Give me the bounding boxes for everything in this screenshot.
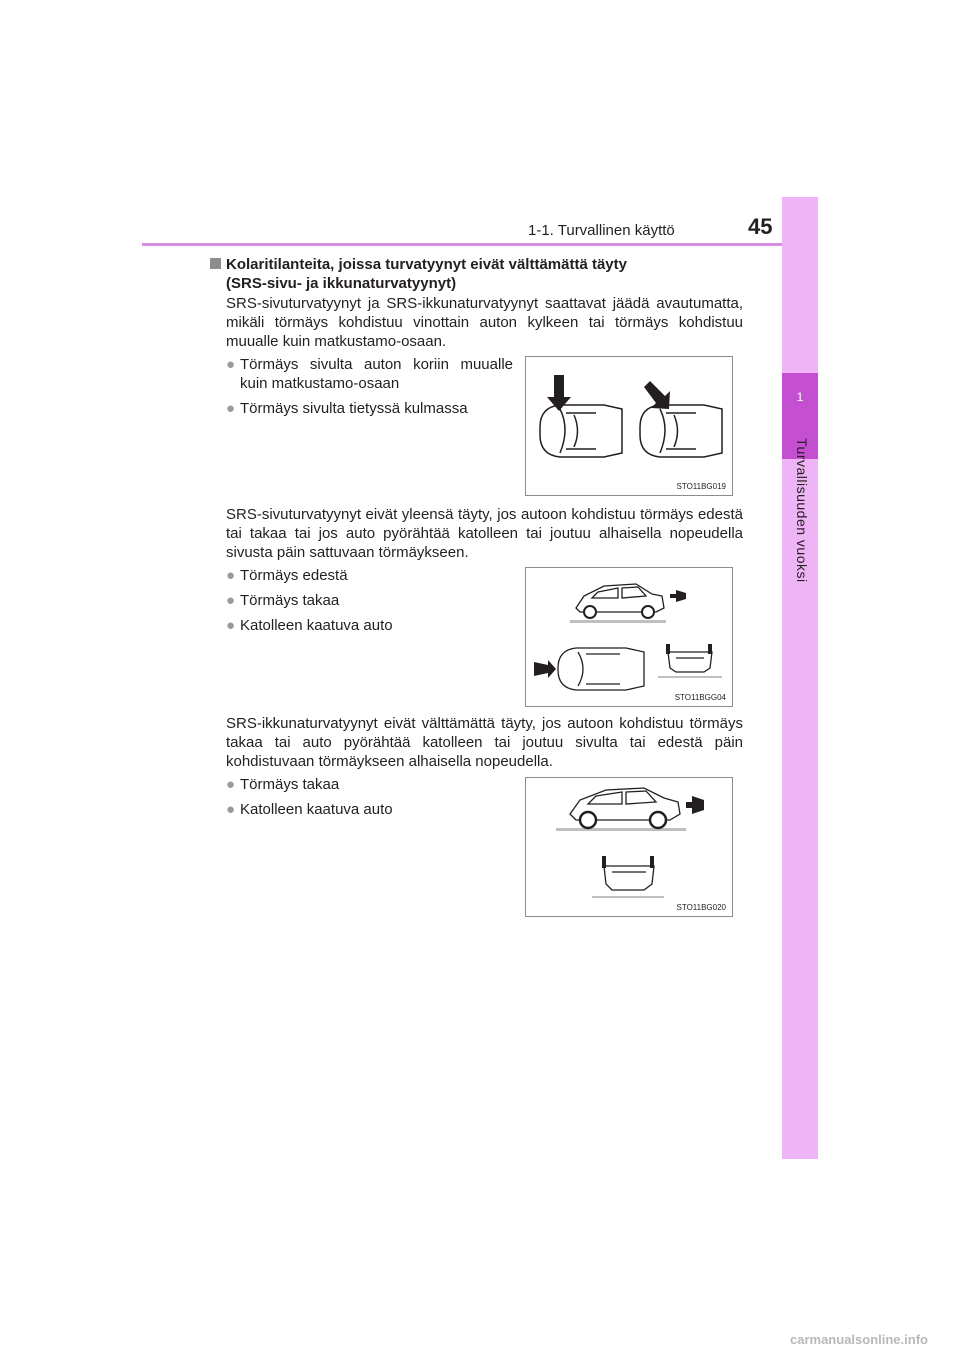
bullet-dot-icon: ●: [226, 400, 236, 417]
bullet-list-2: [226, 566, 516, 641]
chapter-tab: [782, 197, 818, 1159]
section-heading: Kolaritilanteita, joissa turvatyynyt eivät välttämättä täyty (SRS-sivu- ja ikkunaturvatyynyt): [210, 255, 740, 293]
figure-code: STO11BG020: [676, 903, 726, 912]
figure-side-impact: [525, 356, 733, 496]
side-impact-illustration: [526, 357, 732, 495]
list-item: ● Törmäys edestä: [226, 567, 348, 584]
square-bullet-icon: [210, 258, 221, 269]
list-item: ● Katolleen kaatuva auto: [226, 801, 393, 818]
bullet-list-3: [226, 775, 516, 825]
bullet-list-1: [226, 355, 513, 424]
chapter-label: Turvallisuuden vuoksi: [794, 438, 810, 583]
bullet-dot-icon: ●: [226, 356, 236, 373]
front-rear-rollover-illustration: [526, 568, 732, 706]
bullet-dot-icon: ●: [226, 801, 236, 818]
rear-rollover-illustration: [526, 778, 732, 916]
chapter-number: 1: [796, 390, 804, 404]
list-item: ● Törmäys sivulta tietyssä kulmassa: [226, 400, 468, 417]
paragraph-3: SRS-ikkunaturvatyynyt eivät välttämättä täyty, jos autoon kohdistuu törmäys takaa tai auto pyörähtää katolleen tai joutuu sivulta tai edestä päin kohdistuvaan törmäykseen alhaisella nopeudella.: [226, 715, 743, 770]
paragraph-2: SRS-sivuturvatyynyt eivät yleensä täyty, jos autoon kohdistuu törmäys edestä tai takaa tai jos auto pyörähtää katolleen tai joutuu alhaisella nopeudella sivusta päin sattuvaan törmäykseen.: [226, 506, 743, 561]
figure-code: STO11BG019: [676, 482, 726, 491]
list-item: ● Törmäys takaa: [226, 776, 340, 793]
list-item: ● Törmäys sivulta auton koriin muualle kuin matkustamo-osaan: [226, 356, 513, 392]
figure-front-rear-rollover: [525, 567, 733, 707]
bullet-dot-icon: ●: [226, 617, 236, 634]
page-number: 45: [748, 214, 773, 239]
bullet-dot-icon: ●: [226, 592, 236, 609]
header-rule: [142, 243, 818, 246]
list-item: ● Katolleen kaatuva auto: [226, 617, 393, 634]
bullet-dot-icon: ●: [226, 776, 236, 793]
section-path: 1-1. Turvallinen käyttö: [528, 222, 675, 239]
list-item: ● Törmäys takaa: [226, 592, 340, 609]
figure-rear-rollover: [525, 777, 733, 917]
bullet-dot-icon: ●: [226, 567, 236, 584]
watermark: carmanualsonline.info: [790, 1332, 928, 1347]
figure-code: STO11BGG04: [674, 693, 726, 702]
intro-paragraph: SRS-sivuturvatyynyt ja SRS-ikkunaturvatyynyt saattavat jäädä avautumatta, mikäli törmäys kohdistuu vinottain auton kylkeen tai törmäys kohdistuu muualle kuin matkustamo-osaan.: [226, 295, 743, 350]
